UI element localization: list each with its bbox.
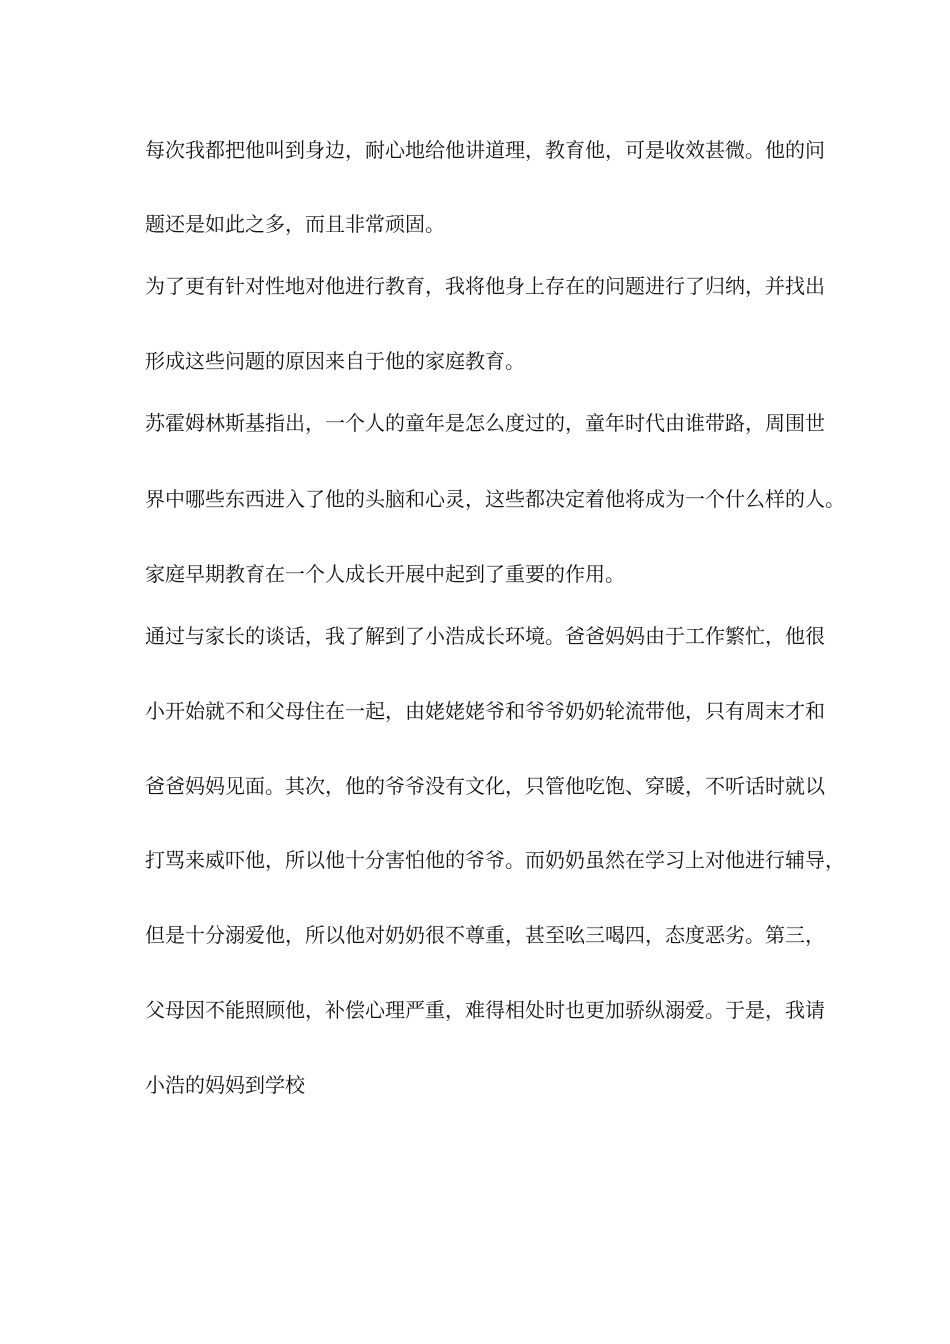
text-line: 家庭早期教育在一个人成长开展中起到了重要的作用。 <box>145 562 625 586</box>
text-line: 但是十分溺爱他，所以他对奶奶很不尊重，甚至吆三喝四，态度恶劣。第三， <box>145 923 825 947</box>
text-line: 通过与家长的谈话，我了解到了小浩成长环境。爸爸妈妈由于工作繁忙，他很 <box>145 624 825 648</box>
text-line: 小开始就不和父母住在一起，由姥姥姥爷和爷爷奶奶轮流带他，只有周末才和 <box>145 699 825 723</box>
text-line: 爸爸妈妈见面。其次，他的爷爷没有文化，只管他吃饱、穿暖，不听话时就以 <box>145 774 825 798</box>
text-line: 小浩的妈妈到学校 <box>145 1073 305 1097</box>
text-line: 界中哪些东西进入了他的头脑和心灵，这些都决定着他将成为一个什么样的人。 <box>145 487 845 511</box>
text-line: 苏霍姆林斯基指出，一个人的童年是怎么度过的，童年时代由谁带路，周围世 <box>145 411 825 435</box>
text-line: 形成这些问题的原因来自于他的家庭教育。 <box>145 349 525 373</box>
text-line: 每次我都把他叫到身边，耐心地给他讲道理，教育他，可是收效甚微。他的问 <box>145 138 825 162</box>
text-line: 父母因不能照顾他，补偿心理严重，难得相处时也更加骄纵溺爱。于是，我请 <box>145 998 825 1022</box>
text-line: 题还是如此之多，而且非常顽固。 <box>145 212 445 236</box>
text-line: 为了更有针对性地对他进行教育，我将他身上存在的问题进行了归纳，并找出 <box>145 274 825 298</box>
text-line: 打骂来威吓他，所以他十分害怕他的爷爷。而奶奶虽然在学习上对他进行辅导， <box>145 848 845 872</box>
